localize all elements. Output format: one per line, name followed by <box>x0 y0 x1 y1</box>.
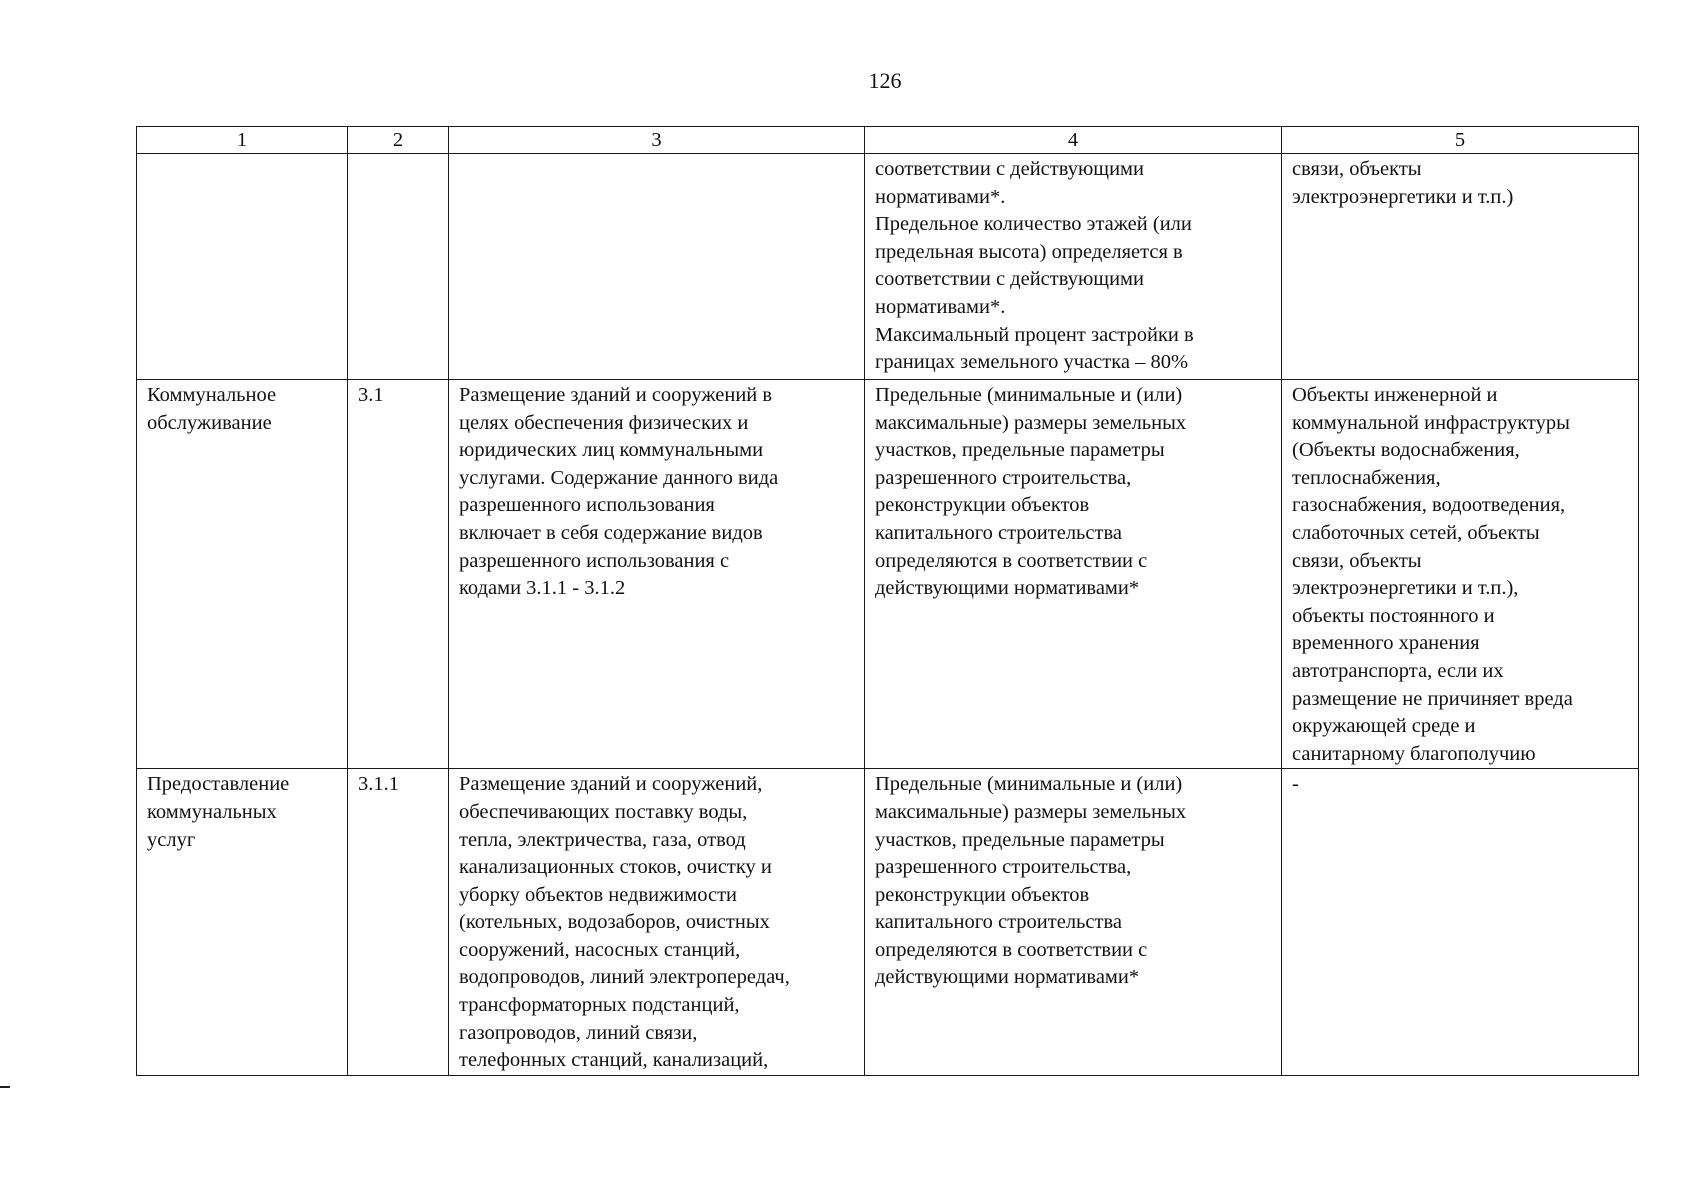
cell-use-name: Предоставление коммунальных услуг <box>137 769 348 1076</box>
cell-use-description: Размещение зданий и сооружений в целях обеспечения физических и юридических лиц коммунальными услугами. Содержание данного вида разрешенного использования включает в себя содержание видов разрешенного использования с кодами 3.1.1 - 3.1.2 <box>449 380 865 769</box>
table-row-communal-services <box>137 380 1639 769</box>
table-row-continuation <box>137 154 1639 380</box>
column-header-5: 5 <box>1282 127 1639 154</box>
cell-building-parameters: Предельные (минимальные и (или) максимальные) размеры земельных участков, предельные параметры разрешенного строительства, реконструкции объектов капитального строительства определяются в соответствии с действующими нормативами* <box>865 380 1282 769</box>
cell-building-parameters: соответствии с действующими нормативами*. Предельное количество этажей (или предельная высота) определяется в соответствии с действующими нормативами*. Максимальный процент застройки в границах земельного участка – 80% <box>865 154 1282 380</box>
cell-use-description <box>449 154 865 380</box>
cell-building-parameters: Предельные (минимальные и (или) максимальные) размеры земельных участков, предельные параметры разрешенного строительства, реконструкции объектов капитального строительства определяются в соответствии с действующими нормативами* <box>865 769 1282 1076</box>
cell-use-name: Коммунальное обслуживание <box>137 380 348 769</box>
cell-use-code: 3.1.1 <box>348 769 449 1076</box>
cell-use-code: 3.1 <box>348 380 449 769</box>
cell-permitted-objects: Объекты инженерной и коммунальной инфраструктуры (Объекты водоснабжения, теплоснабжения, газоснабжения, водоотведения, слаботочных сетей, объекты связи, объекты электроэнергетики и т.п.), объекты постоянного и временного хранения автотранспорта, если их размещение не причиняет вреда окружающей среде и санитарному благополучию <box>1282 380 1639 769</box>
column-header-1: 1 <box>137 127 348 154</box>
page-number: 126 <box>868 68 902 93</box>
column-header-4: 4 <box>865 127 1282 154</box>
table-header-row <box>137 127 1639 154</box>
cell-use-name <box>137 154 348 380</box>
cell-use-code <box>348 154 449 380</box>
scan-edge-mark <box>0 1086 10 1088</box>
table-row-utility-provision <box>137 769 1639 1076</box>
cell-use-description: Размещение зданий и сооружений, обеспечивающих поставку воды, тепла, электричества, газа, отвод канализационных стоков, очистку и уборку объектов недвижимости (котельных, водозаборов, очистных сооружений, насосных станций, водопроводов, линий электропередач, трансформаторных подстанций, газопроводов, линий связи, телефонных станций, канализаций, <box>449 769 865 1076</box>
cell-permitted-objects: - <box>1282 769 1639 1076</box>
cell-permitted-objects: связи, объекты электроэнергетики и т.п.) <box>1282 154 1639 380</box>
column-header-3: 3 <box>449 127 865 154</box>
column-header-2: 2 <box>348 127 449 154</box>
zoning-regulations-table <box>136 126 1639 1076</box>
